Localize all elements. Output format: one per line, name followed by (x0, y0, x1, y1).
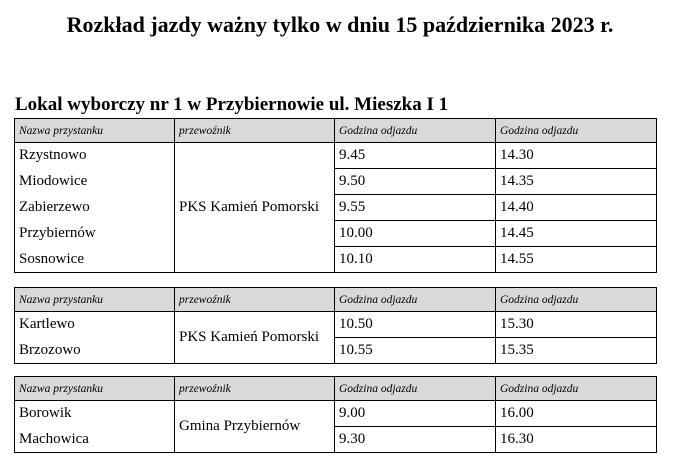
departure-time-1: 9.00 (335, 401, 496, 427)
departure-time-2: 14.30 (496, 143, 657, 169)
schedule-table (14, 287, 657, 364)
table-row (15, 143, 657, 169)
header-departure-2: Godzina odjazdu (496, 119, 657, 143)
stop-name: Sosnowice (15, 247, 175, 273)
stop-name: Kartlewo (15, 312, 175, 338)
departure-time-2: 15.30 (496, 312, 657, 338)
carrier-name: PKS Kamień Pomorski (175, 143, 335, 273)
header-stop-name: Nazwa przystanku (15, 288, 175, 312)
header-departure-2: Godzina odjazdu (496, 377, 657, 401)
schedule-table (14, 118, 657, 273)
departure-time-1: 9.45 (335, 143, 496, 169)
table-row (15, 169, 657, 195)
table-row (15, 312, 657, 338)
header-stop-name: Nazwa przystanku (15, 119, 175, 143)
header-stop-name: Nazwa przystanku (15, 377, 175, 401)
stop-name: Przybiernów (15, 221, 175, 247)
departure-time-1: 10.55 (335, 338, 496, 364)
header-row (15, 288, 657, 312)
departure-time-2: 14.40 (496, 195, 657, 221)
polling-station-heading: Lokal wyborczy nr 1 w Przybiernowie ul. Mieszka I 1 (15, 94, 449, 115)
departure-time-2: 14.35 (496, 169, 657, 195)
departure-time-2: 16.30 (496, 427, 657, 453)
departure-time-2: 16.00 (496, 401, 657, 427)
departure-time-1: 9.30 (335, 427, 496, 453)
header-row (15, 119, 657, 143)
schedule-table (14, 376, 657, 453)
departure-time-2: 15.35 (496, 338, 657, 364)
table-row (15, 221, 657, 247)
carrier-name: Gmina Przybiernów (175, 401, 335, 453)
carrier-name: PKS Kamień Pomorski (175, 312, 335, 364)
stop-name: Machowica (15, 427, 175, 453)
table-row (15, 427, 657, 453)
departure-time-1: 10.10 (335, 247, 496, 273)
stop-name: Zabierzewo (15, 195, 175, 221)
header-carrier: przewoźnik (175, 377, 335, 401)
header-departure-1: Godzina odjazdu (335, 119, 496, 143)
departure-time-1: 9.55 (335, 195, 496, 221)
departure-time-1: 9.50 (335, 169, 496, 195)
table-row (15, 401, 657, 427)
header-departure-2: Godzina odjazdu (496, 288, 657, 312)
departure-time-1: 10.50 (335, 312, 496, 338)
header-departure-1: Godzina odjazdu (335, 377, 496, 401)
page-title: Rozkład jazdy ważny tylko w dniu 15 października 2023 r. (66, 12, 614, 37)
departure-time-2: 14.55 (496, 247, 657, 273)
table-row (15, 338, 657, 364)
stop-name: Brzozowo (15, 338, 175, 364)
departure-time-2: 14.45 (496, 221, 657, 247)
header-departure-1: Godzina odjazdu (335, 288, 496, 312)
stop-name: Rzystnowo (15, 143, 175, 169)
table-row (15, 195, 657, 221)
stop-name: Borowik (15, 401, 175, 427)
header-carrier: przewoźnik (175, 119, 335, 143)
table-row (15, 247, 657, 273)
departure-time-1: 10.00 (335, 221, 496, 247)
header-row (15, 377, 657, 401)
stop-name: Miodowice (15, 169, 175, 195)
header-carrier: przewoźnik (175, 288, 335, 312)
